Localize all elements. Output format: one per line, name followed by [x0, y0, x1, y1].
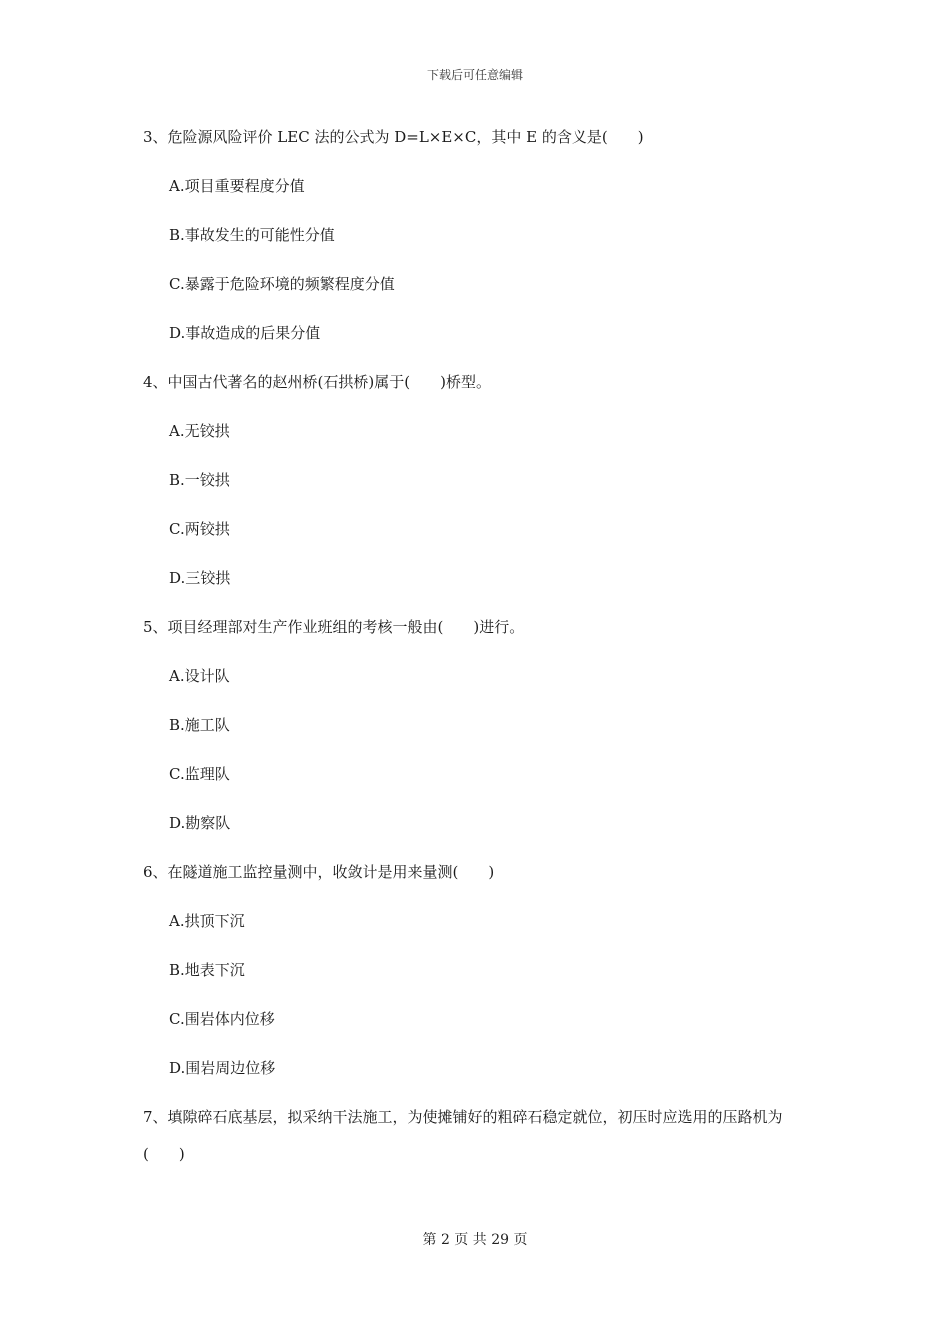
option-a: A.拱顶下沉	[169, 912, 245, 930]
option-b: B.地表下沉	[169, 961, 245, 979]
option-c: C.两铰拱	[169, 520, 230, 538]
option-c: C.暴露于危险环境的频繁程度分值	[169, 275, 395, 293]
question-list	[143, 125, 813, 1198]
page-header: 下载后可任意编辑	[426, 68, 523, 82]
option-b: B.一铰拱	[169, 471, 230, 489]
question-3	[143, 125, 813, 345]
question-5	[143, 615, 813, 835]
option-b: B.施工队	[169, 716, 230, 734]
question-6	[143, 860, 813, 1080]
option-a: A.无铰拱	[169, 422, 230, 440]
question-stem: 5、项目经理部对生产作业班组的考核一般由( )进行。	[143, 618, 525, 636]
question-4	[143, 370, 813, 590]
option-a: A.项目重要程度分值	[169, 177, 305, 195]
question-stem: 6、在隧道施工监控量测中，收敛计是用来量测( )	[143, 863, 495, 881]
option-d: D.勘察队	[169, 814, 231, 832]
question-7	[143, 1099, 813, 1173]
question-stem: 7、填隙碎石底基层，拟采纳干法施工，为使摊铺好的粗碎石稳定就位，初压时应选用的压路机为( )	[143, 1108, 783, 1163]
option-d: D.事故造成的后果分值	[169, 324, 321, 342]
option-d: D.围岩周边位移	[169, 1059, 276, 1077]
question-stem: 4、中国古代著名的赵州桥(石拱桥)属于( )桥型。	[143, 373, 491, 391]
option-c: C.监理队	[169, 765, 230, 783]
page-footer: 第 2 页 共 29 页	[422, 1232, 528, 1248]
option-b: B.事故发生的可能性分值	[169, 226, 335, 244]
option-a: A.设计队	[169, 667, 230, 685]
question-stem: 3、危险源风险评价 LEC 法的公式为 D=L×E×C，其中 E 的含义是( )	[143, 128, 644, 146]
option-d: D.三铰拱	[169, 569, 231, 587]
option-c: C.围岩体内位移	[169, 1010, 275, 1028]
